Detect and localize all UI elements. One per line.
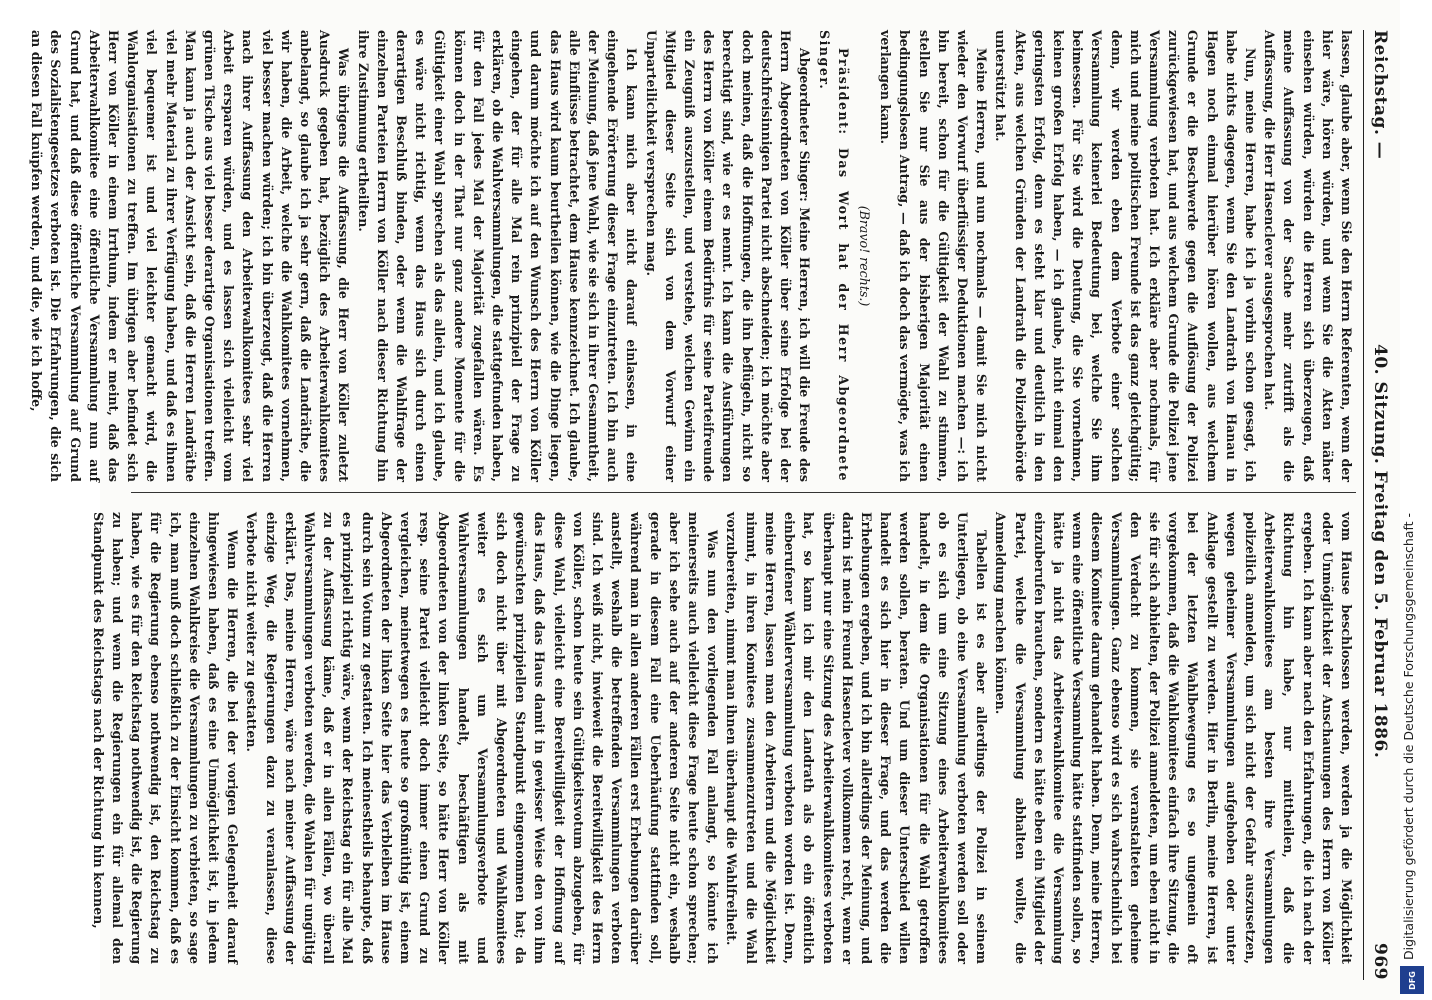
header-rule <box>1363 30 1364 980</box>
dfg-logo-text: DFG <box>1407 970 1417 990</box>
paragraph: Was übrigens die Auffassung, die Herr von Köller zuletzt Ausdruck gegeben hat, bezüglich des Arbeiterwahlkomitees anbelangt, so glaube ich ja sehr gern, daß die Landräthe, die wir haben, die Arbeit, welche die Wahlkomitees vornehmen, viel besser machen würden; ich bin überzeugt, daß die Herren nach ihrer Auffassung den Arbeiterwahlkomitees sehr viel Arbeit ersparen würden, und es lassen sich vielleicht vom grünen Tische aus viel besser derartige Organisationen treffen. Man kann ja auch der Ansicht sein, daß die Herren Landräthe viel mehr Material zu ihrer Verfügung haben, und daß es ihnen viel bequemer ist und viel leichter gemacht wird, die Wahlorganisationen zu treffen. Im übrigen aber befindet sich Herr von Köller in einem Irrthum, indem er meint, daß das Arbeiterwahlkomitee eine öffentliche Versammlung nun auf Grund hat, und daß diese öffentliche Versammlung auf Grund des Sozialistengesetzes verboten ist. Die Erfahrungen, die sich an diesen Fall knüpfen werden, und die, wie ich hoffe, <box>29 30 352 482</box>
credit-text: Digitalisierung gefördert durch die Deutsche Forschungsgemeinschaft - <box>1401 512 1416 960</box>
column-divider <box>131 492 1356 493</box>
paragraph: Was nun den vorliegenden Fall anlangt, so könnte ich meinerseits auch vielleicht diese Frage heute schon sprechen; aber ich sehe auch auf der anderen Seite nicht ein, weshalb gerade in diesem Fall eine Ueberhäufung stattfinden soll, während man in allen anderen Fällen erst Erhebungen darüber anstellt, weshalb die betreffenden Versammlungen verboten sind. Ich weiß nicht, inwieweit die Bereitwilligkeit des Herrn von Köller, schon heute sein Gültigkeitsvotum abzugeben, für diese Wahl, vielleicht eine Bereitwilligkeit der Hoffnung auf das Haus, daß das Haus damit in gewisser Weise den von ihm gewünschten prinzipiellen Standpunkt eingenommen hat; da sich doch nicht über mit Abgeordneten und Wahlkomitees weiter es sich um Versammlungsverbote und Wahlversammlungen handelt, beschäftigen als mit Abgeordneten von der linken Seite, so hätte Herr von Köller resp. seine Partei vielleicht doch immer einen Grund zu vergleichen, meinetwegen es heute so großmüthig ist, einem Abgeordneten der linken Seite hier das Verbleiben im Hause durch sein Votum zu gestatten. Ich meinestheils behaupte, daß es prinzipiell richtig wäre, wenn der Reichstag ein für alle Mal zu der Auffassung käme, daß er in allen Fällen, wo überall Wahlversammlungen verboten werden, die Wahlen für ungültig erklärt. Das, meine Herren, wäre nach meiner Auffassung der einzige Weg, die Regierungen dazu zu veranlassen, diese Verbote nicht weiter zu gestatten. <box>244 512 721 964</box>
paragraph: Meine Herren, und nun nochmals — damit Sie mich nicht wieder den Vorwurf überflüssiger Deduktionen machen —: ich bin bereit, schon für die Gültigkeit der Wahl zu stimmen, stellen Sie nur Sie aus der bisherigen Majorität einen bedingungslosen Antrag, — daß ich doch das vermögte, was ich verlangen kann. <box>878 30 990 482</box>
paragraph: vom Hause beschlossen werden, werden ja die Möglichkeit oder Unmöglichkeit der Anschauungen des Herrn von Köller ergeben. Ich kann aber nach den Erfahrungen, die ich nach der Richtung hin habe, nur mittheilen, daß die Arbeiterwahlkomitees am besten ihre Versammlungen polizeilich anmelden, um sich nicht der Gefahr auszusetzen, wegen geheimer Versammlungen aufgehoben oder unter Anklage gestellt zu werden. Hier in Berlin, meine Herren, ist bei der letzten Wahlbewegung es so ungemein oft vorgekommen, daß die Wahlkomitees einfach ihre Sitzung, die sie für sich abhielten, der Polizei anmeldeten, um eben nicht in den Verdacht zu kommen, sie veranstalteten geheime Versammlungen. Ganz ebenso wird es sich wahrscheinlich bei diesem Komitee darum gehandelt haben. Denn, meine Herren, wenn eine öffentliche Versammlung hätte stattfinden sollen, so hätte ja nicht das Arbeiterwahlkomitee die Versammlung einzuberufen brauchen, sondern es hätte eben ein Mitglied der Partei, welche die Versammlung abhalten wollte, die Anmeldung machen können. <box>993 512 1354 964</box>
paragraph: Ich kann mich aber nicht darauf einlassen, in eine eingehende Erörterung dieser Frage einzutreten. Ich bin auch der Meinung, daß jene Wahl, wie sie sich in ihrer Gesammtheit, alle Einflüsse betrachtet, dem Hause kennzeichnet. Ich glaube, das Haus wird kaum beurtheilen können, wie die Dinge liegen, und darum möchte ich auf den Wunsch des Herrn von Köller eingehen, der für alle Mal rein prinzipiell der Frage zu erklären, ob die Wahlversammlungen, die stattgefunden haben, für den Fall jedes Mal der Majorität zugefallen wären. Es können doch in der That nur ganz andere Momente für die Gültigkeit einer Wahl sprechen als das allein, und ich glaube, es wäre nicht richtig, wenn das Haus sich durch einen derartigen Beschluß binden, oder wenn die Wahlfrage der einzelnen Parteien Herrn von Köller nach dieser Richtung hin ihre Zustimmung ertheilten. <box>355 30 640 482</box>
paragraph: Wenn die Herren, die bei der vorigen Gelegenheit darauf hingewiesen haben, daß es eine Unmöglichkeit ist, in jedem einzelnen Wahlkreise die Versammlungen zu verbieten, so sage ich, man muß doch schließlich zu der Einsicht kommen, daß es für die Regierung ebenso nothwendig ist, den Reichstag zu haben, wie es für den Reichstag nothwendig ist, die Regierung zu haben; und wenn die Regierungen ein für allemal den Standpunkt des Reichstags nach der Richtung hin kennen, <box>90 512 241 964</box>
interjection: (Bravo! rechts.) <box>856 205 872 307</box>
right-column <box>90 512 1356 964</box>
header-title: 40. Sitzung. Freitag den 5. Februar 1886. <box>1370 344 1390 759</box>
paragraph: Tabellen ist es aber allerdings der Polizei in seinem Unterliegen, ob eine Versammlung verboten werden soll oder ob es sich um eine Sitzung eines Arbeiterwahlkomitees handelt, in dem die Organisationen für die Wahl getroffen werden sollen, beraten. Und um dieser Unterschied willen handelt es sich hier in dieser Frage, und das werden die Erhebungen ergeben, und ich bin allerdings der Meinung, und darin ist mein Freund Hasenclever vollkommen recht, wenn er überhaupt nur eine Sitzung des Arbeiterwahlkomitees verboten hat, so kann ich mir den Landrath als ob ein öffentlich einberufener Wählerversammlung verboten worden ist. Denn, meine Herren, lassen man den Arbeitern und die Möglichkeit nimmt, in ihren Komitees zusammenzutreten und die Wahl vorzubereiten, nimmt man ihnen überhaupt die Wahlfreiheit. <box>724 512 990 964</box>
running-header <box>1368 30 1392 980</box>
speaker-paragraph: Präsident: Das Wort hat der Herr Abgeordnete Singer. <box>816 30 851 482</box>
digitization-credit <box>1397 0 1427 1000</box>
page-number: 969 <box>1370 943 1390 980</box>
left-column <box>29 30 1356 482</box>
paragraph: lassen, glaube aber, wenn Sie den Herrn Referenten, wenn der hier wäre, hören würden, und wenn Sie die Akten näher einsehen würden, würden die Herren sich überzeugen, daß meine Auffassung von der Sache mehr zutrifft als die Auffassung, die Herr Hasenclever ausgesprochen hat. <box>1262 30 1354 482</box>
header-left: Reichstag. — <box>1370 30 1390 160</box>
dfg-logo-icon <box>1400 966 1424 994</box>
paragraph: Nun, meine Herren, habe ich ja vorhin schon gesagt, ich habe nichts dagegen, wenn Sie den Landrath von Hanau in Hagen noch einmal hierüber hören wollen, aus welchem Grunde er die Beschwerde gegen die Auflösung der Polizei zurückgewiesen hat, und aus welchem Grunde die Polizei jene Versammlung verboten hat. Ich erkläre aber nochmals, für mich und meine politischen Freunde ist das ganz gleichgültig; denn, wir werden eben dem Verbote einer solchen Versammlung keinerlei Bedeutung bei, welche Sie ihm beimessen. Für Sie wird die Deutung, die Sie vornehmen, keinen großen Erfolg haben, — ich glaube, nicht einmal den geringsten Erfolg, denn es steht klar und deutlich in den Akten, aus welchen Gründen der Landrath die Polizeibehörde unterstützt hat. <box>993 30 1258 482</box>
newspaper-page <box>29 0 1400 1000</box>
paragraph: Abgeordneter Singer: Meine Herren, ich will die Freude des Herrn Abgeordneten von Köller über seine Erfolge bei der deutschfreisinnigen Partei nicht abschneiden; ich möchte aber doch meinen, daß die Hoffnungen, die ihn beflügeln, nicht so berechtigt sind, wie er es nennt. Ich kann die Ausführungen des Herrn von Köller einem Bedürfnis für seine Parteifreunde ein Zeugniß auszustellen, und verstehe, welchen Gewinn ein Mitglied dieser Seite sich von dem Vorwurf einer Unparteilichkeit versprechen mag. <box>643 30 813 482</box>
